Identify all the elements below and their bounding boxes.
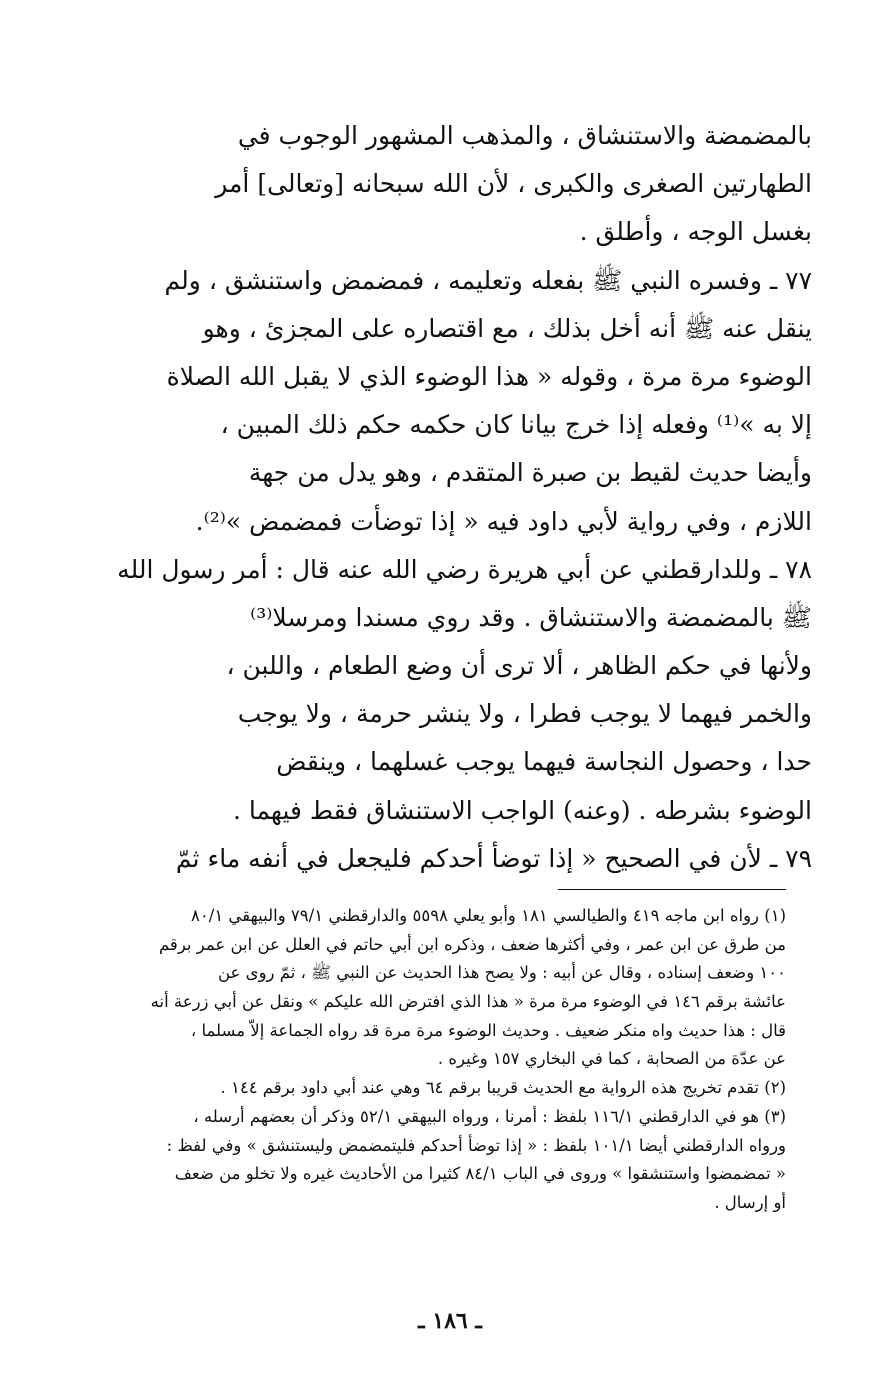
- footnote-line: (٢) تقدم تخريج هذه الرواية مع الحديث قريبا برقم ٦٤ وهي عند أبي داود برقم ١٤٤ .: [220, 1078, 786, 1098]
- text-line: اللازم ، وفي رواية لأبي داود فيه « إذا توضأت فمضمض »⁽²⁾.: [195, 506, 812, 536]
- footnote-line: (٣) هو في الدارقطني ١١٦/١ بلفظ : أمرنا ، ورواه البيهقي ٥٢/١ وذكر أن بعضهم أرسله ،: [193, 1106, 786, 1126]
- entry-79-line: ٧٩ ـ لأن في الصحيح « إذا توضأ أحدكم فليجعل في أنفه ماء ثمّ: [175, 843, 812, 873]
- text-line: ينقل عنه ﷺ أنه أخل بذلك ، مع اقتصاره على المجزئ ، وهو: [202, 313, 812, 343]
- text-line: الطهارتين الصغرى والكبرى ، لأن الله سبحانه [وتعالى] أمر: [215, 169, 812, 199]
- text-line: والخمر فيهما لا يوجب فطرا ، ولا ينشر حرمة ، ولا يوجب: [237, 699, 812, 729]
- text-line: إلا به »⁽¹⁾ وفعله إذا خرج بيانا كان حكمه حكم ذلك المبين ،: [220, 410, 812, 440]
- text-line: وأيضا حديث لقيط بن صبرة المتقدم ، وهو يدل من جهة: [248, 458, 812, 488]
- footnote-divider: [558, 889, 786, 890]
- footnote-line: عن عدّة من الصحابة ، كما في البخاري ١٥٧ وغيره .: [437, 1049, 786, 1069]
- footnote-line: ورواه الدارقطني أيضا ١٠١/١ بلفظ : « إذا توضأ أحدكم فليتمضمض وليستنشق » وفي لفظ :: [166, 1135, 786, 1155]
- footnote-line: « تمضمضوا واستنشقوا » وروى في الباب ٨٤/١ كثيرا من الأحاديث غيره ولا تخلو من ضعف: [174, 1164, 786, 1184]
- entry-78-line: ٧٨ ـ وللدارقطني عن أبي هريرة رضي الله عنه قال : أمر رسول الله: [117, 554, 812, 584]
- text-line: الوضوء بشرطه . (وعنه) الواجب الاستنشاق فقط فيهما .: [232, 795, 812, 825]
- text-line: ﷺ بالمضمضة والاستنشاق . وقد روي مسندا ومرسلا⁽³⁾: [250, 602, 812, 632]
- footnote-line: ١٠٠ وضعف إسناده ، وقال عن أبيه : ولا يصح هذا الحديث عن النبي ﷺ ، ثمّ روى عن: [218, 963, 786, 983]
- footnotes-block: [108, 902, 786, 1218]
- footnote-line: أو إرسال .: [714, 1192, 786, 1212]
- text-line: بغسل الوجه ، وأطلق .: [579, 217, 812, 247]
- text-line: بالمضمضة والاستنشاق ، والمذهب المشهور الوجوب في: [237, 121, 812, 150]
- entry-77-line: ٧٧ ـ وفسره النبي ﷺ بفعله وتعليمه ، فمضمض واستنشق ، ولم: [164, 265, 812, 295]
- text-line: حدا ، وحصول النجاسة فيهما يوجب غسلهما ، وينقض: [276, 747, 812, 777]
- footnote-line: (١) رواه ابن ماجه ٤١٩ والطيالسي ١٨١ وأبو يعلي ٥٥٩٨ والدارقطني ٧٩/١ والبيهقي ٨٠/١: [191, 906, 786, 925]
- footnote-line: عائشة برقم ١٤٦ في الوضوء مرة مرة « هذا الذي افترض الله عليكم » ونقل عن أبي زرعة أنه: [150, 992, 786, 1012]
- footnote-line: قال : هذا حديث واه منكر ضعيف . وحديث الوضوء مرة مرة قد رواه الجماعة إلاّ مسلما ،: [190, 1020, 786, 1040]
- text-line: ولأنها في حكم الظاهر ، ألا ترى أن وضع الطعام ، واللبن ،: [226, 651, 812, 681]
- page-number: ـ ١٨٦ ـ: [418, 1308, 482, 1334]
- text-line: الوضوء مرة مرة ، وقوله « هذا الوضوء الذي لا يقبل الله الصلاة: [166, 361, 812, 391]
- footnote-line: من طرق عن ابن عمر ، وفي أكثرها ضعف ، وذكره ابن أبي حاتم في العلل عن ابن عمر برقم: [158, 934, 786, 954]
- main-text-block: [108, 112, 812, 883]
